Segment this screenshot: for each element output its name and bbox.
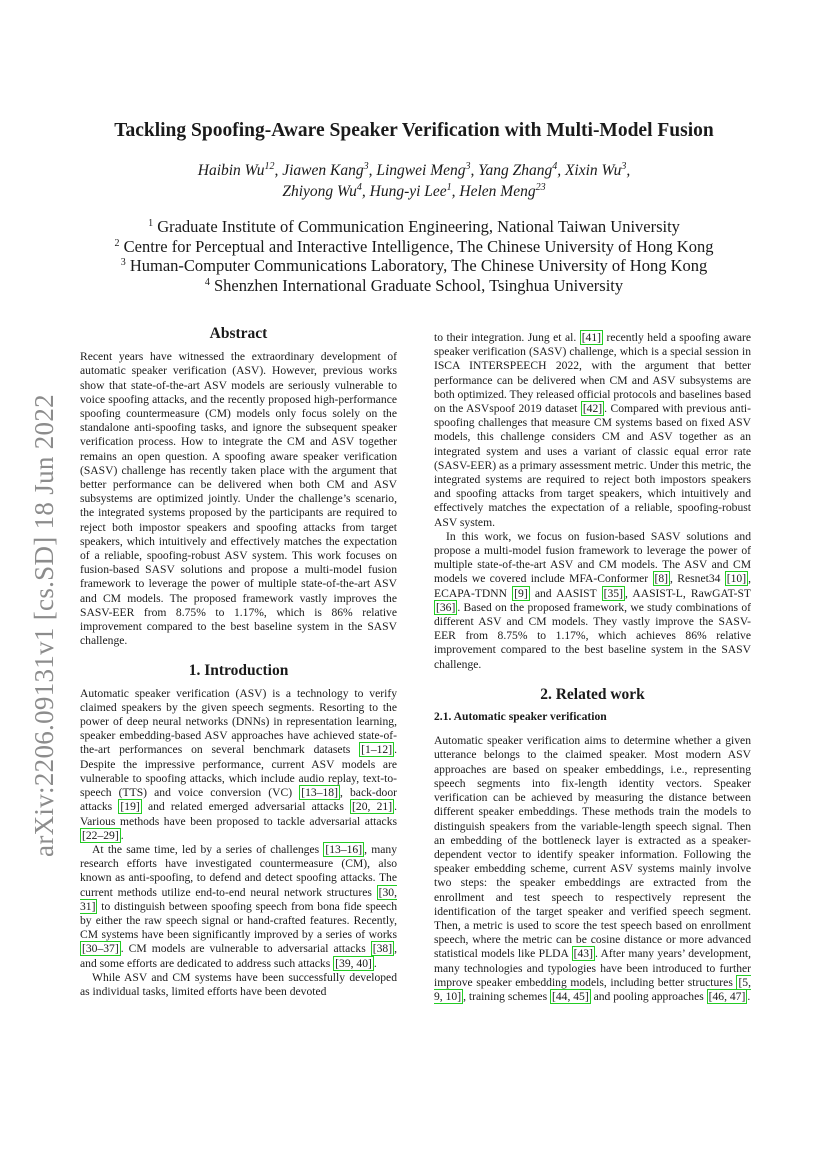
author-affiliation-mark: 3 xyxy=(621,161,627,172)
author-name: Jiawen Kang xyxy=(282,162,364,179)
affiliation-number: 3 xyxy=(120,257,126,268)
intro-paragraph-4 xyxy=(434,331,751,530)
text-run: . xyxy=(747,989,751,1003)
text-run: to distinguish between spoofing speech from bona fide speech by either the raw speech signal or hand-crafted features. Recently, CM systems have been significantly improved by a series of works xyxy=(80,899,397,942)
text-run: to their integration. Jung et al. xyxy=(434,331,580,344)
citation-link[interactable]: [46, 47] xyxy=(708,989,746,1003)
author-name: Yang Zhang xyxy=(478,162,553,179)
text-run: . After many years’ development, many technologies and typologies have been introduced to further improve speaker embedding models, including better structures xyxy=(434,947,751,989)
affiliation-text: Human-Computer Communications Laboratory, The Chinese University of Hong Kong xyxy=(129,256,708,275)
author-name: Xixin Wu xyxy=(564,162,622,179)
intro-paragraph-5 xyxy=(434,530,751,672)
text-run: , training schemes xyxy=(463,989,550,1003)
arxiv-identifier-stamp xyxy=(14,380,74,870)
paper-title: Tackling Spoofing-Aware Speaker Verification with Multi-Model Fusion xyxy=(114,120,714,141)
text-run: Automatic speaker verification (ASV) is a technology to verify claimed speakers by the given speech segments. Resorting to the power of deep neural networks (DNNs) in representation learning, speaker embedding-based ASV approaches have achieved state-of-the-art performances on several benchmark datasets xyxy=(80,686,397,757)
affiliation-text: Centre for Perceptual and Interactive Intelligence, The Chinese University of Hong Kong xyxy=(123,236,714,256)
affiliation-list xyxy=(0,217,828,295)
citation-link[interactable]: [36] xyxy=(436,600,456,614)
affiliation-line xyxy=(0,276,828,296)
author-line-1: Haibin Wu$^{12}$, Jiawen Kang$^3$, Lingwei Meng$^3$, Yang Zhang$^4$, Xixin Wu$^3$, xyxy=(197,161,631,179)
right-column xyxy=(434,331,751,1004)
citation-link[interactable]: [13–16] xyxy=(325,842,363,856)
author-affiliation-mark: 1 xyxy=(446,182,452,193)
citation-link[interactable]: [39, 40] xyxy=(335,956,372,970)
text-run: and related emerged adversarial attacks xyxy=(141,800,351,814)
citation-link[interactable]: [1–12] xyxy=(361,743,393,757)
text-run: . Compared with previous anti-spoofing challenges that measure CM systems based on fixed ASV models, this challenge considers CM and ASV together as an integrated system and uses a variant of classic equal error rate (SASV-EER) as a primary assessment metric. Under this metric, the integrated systems are required to reject both impostors speakers and spoofing attacks from target speakers, which intuitively and effectively matches the expectation of a reliable, spoofing-robust ASV system. xyxy=(434,402,751,529)
text-run: , Resnet34 xyxy=(670,572,725,586)
author-name: Zhiyong Wu xyxy=(282,183,357,200)
text-run: , back-door attacks xyxy=(80,786,398,814)
intro-paragraph-2 xyxy=(80,843,397,971)
abstract-body: Recent years have witnessed the extraordinary development of automatic speaker verification (ASV). However, previous works show that state-of-the-art ASV models are seriously vulnerable to voice spoofing attacks, and the recently proposed high-performance spoofing countermeasure (CM) models only focus solely on the standalone anti-spoofing tasks, and ignore the subsequent speaker verification process. How to integrate the CM and ASV together remains an open question. A spoofing aware speaker verification (SASV) challenge has recently taken place with the argument that better performance can be delivered when both CM and ASV subsystems are optimized jointly. Under the challenge’s scenario, the integrated systems proposed by the participants are required to reject both impostor speakers and spoofing attacks from target speakers, which intuitively and effectively matches the expectation of a reliable, spoofing-robust ASV system. This work focuses on fusion-based SASV solutions and propose a multi-model fusion framework to leverage the power of multiple state-of-the-art ASV and CM models. The proposed framework vastly improves the SASV-EER from 8.75% to 1.17%, which is 86% relative improvement compared to the best baseline system in the SASV challenge. xyxy=(80,350,397,648)
text-run: . xyxy=(120,828,124,842)
author-name: Haibin Wu xyxy=(197,162,265,179)
affiliation-number: 2 xyxy=(114,237,120,249)
citation-link[interactable]: [42] xyxy=(582,402,603,416)
text-run: Automatic speaker verification aims to determine whether a given utterance belongs to the claimed speaker. Most modern ASV approaches are based on speaker embeddings, i.e., representing speech segments into fix-length identity vectors. Speaker verification can be achieved by measuring the distance between different speaker embeddings. These methods train the models to distinguish speakers from the variable-length speech signal. Then an embedding of the bottleneck layer is extracted as a speaker-dependent vector to identify speaker information. Following the speaker embedding scheme, current ASV systems mainly involve two steps: the speaker embeddings are extracted from the enrollment and test speech to respectively represent the identification of the target speaker and verified speech segment. Then, a metric is used to score the test speech based on enrollment speech, where the metric can be cosine distance or more advanced statistical models like PLDA xyxy=(434,734,751,961)
affiliation-number: 1 xyxy=(148,218,154,229)
affiliation-line xyxy=(0,256,828,276)
affiliation-text: Shenzhen International Graduate School, Tsinghua University xyxy=(214,275,624,295)
citation-link[interactable]: [30–37] xyxy=(82,942,119,956)
text-run: In this work, we focus on fusion-based SASV solutions and propose a multi-model fusion framework to leverage the power of multiple state-of-the-art ASV and CM models. The ASV and CM models we covered include MFA-Conformer xyxy=(434,529,751,586)
text-run: and pooling approaches xyxy=(590,989,707,1003)
arxiv-id-text: arXiv:2206.09131v1 [cs.SD] 18 Jun 2022 xyxy=(28,393,59,857)
author-line-2: Zhiyong Wu$^4$, Hung-yi Lee$^1$, Helen Meng$^{23}$ xyxy=(282,182,546,200)
text-run: . Various methods have been proposed to tackle adversarial attacks xyxy=(80,800,397,828)
citation-link[interactable]: [20, 21] xyxy=(352,800,393,814)
citation-link[interactable]: [13–18] xyxy=(301,786,338,800)
author-affiliation-mark: 4 xyxy=(356,182,362,193)
citation-link[interactable]: [8] xyxy=(654,572,669,586)
author-list xyxy=(0,160,828,202)
text-run: , ECAPA-TDNN xyxy=(434,572,751,600)
text-run: and AASIST xyxy=(529,586,602,600)
affiliation-line xyxy=(0,237,828,257)
subsection-heading-asv: 2.1. Automatic speaker verification xyxy=(434,710,607,724)
text-run: . Despite the impressive performance, current ASV models are vulnerable to spoofing attacks, which include audio replay, text-to-speech (TTS) and voice conversion (VC) xyxy=(80,743,397,800)
author-affiliation-mark: 3 xyxy=(363,161,369,172)
author-name: Helen Meng xyxy=(459,183,536,200)
affiliation-text: Graduate Institute of Communication Engineering, National Taiwan University xyxy=(157,217,680,236)
text-run: , AASIST-L, RawGAT-ST xyxy=(624,586,751,600)
citation-link[interactable]: [41] xyxy=(581,331,602,344)
citation-link[interactable]: [30, 31] xyxy=(80,885,397,913)
citation-link[interactable]: [5, 9, 10] xyxy=(434,975,751,1003)
author-affiliation-mark: 23 xyxy=(535,182,546,193)
affiliation-number: 4 xyxy=(204,276,210,288)
author-affiliation-mark: 3 xyxy=(465,161,471,172)
text-run: recently held a spoofing aware speaker verification (SASV) challenge, which is a special session in ISCA INTERSPEECH 2022, with the argument that better performance can be delivered when CM and ASV subsystems are both optimized. They released official protocols and baselines based on the ASVspoof 2019 dataset xyxy=(434,331,752,416)
text-run: . Based on the proposed framework, we study combinations of different ASV and CM models. They vastly improve the SASV-EER from 8.75% to 1.17%, which achieves 86% relative improvement compared to the best baseline system in the SASV challenge. xyxy=(434,600,751,671)
left-column xyxy=(80,327,397,999)
citation-link[interactable]: [43] xyxy=(573,947,593,961)
related-paragraph-1 xyxy=(434,734,751,1004)
author-name: Hung-yi Lee xyxy=(369,183,447,200)
author-affiliation-mark: 4 xyxy=(552,161,558,172)
citation-link[interactable]: [9] xyxy=(514,586,528,600)
text-run: . xyxy=(373,956,377,970)
citation-link[interactable]: [44, 45] xyxy=(552,989,589,1003)
affiliation-line xyxy=(0,217,828,237)
related-work-heading: 2. Related work xyxy=(540,685,645,703)
author-affiliation-mark: 12 xyxy=(264,161,275,172)
intro-paragraph-1 xyxy=(80,687,397,843)
text-run: At the same time, led by a series of challenges xyxy=(92,842,324,856)
abstract-heading: Abstract xyxy=(209,325,268,342)
citation-link[interactable]: [22–29] xyxy=(82,828,119,842)
citation-link[interactable]: [35] xyxy=(603,586,623,600)
citation-link[interactable]: [38] xyxy=(372,942,393,956)
text-run: . CM models are vulnerable to adversarial attacks xyxy=(120,942,371,956)
author-name: Lingwei Meng xyxy=(376,162,466,179)
citation-link[interactable]: [10] xyxy=(726,572,747,586)
intro-paragraph-3: While ASV and CM systems have been successfully developed as individual tasks, limited efforts have been devoted xyxy=(80,970,397,998)
citation-link[interactable]: [19] xyxy=(120,800,140,814)
text-run: , and some efforts are dedicated to address such attacks xyxy=(80,942,397,970)
introduction-heading: 1. Introduction xyxy=(188,662,289,680)
text-run: , many research efforts have investigated countermeasure (CM), also known as anti-spoofing, to defend and detect spoofing attacks. The current methods utilize end-to-end neural network structures xyxy=(80,842,397,899)
